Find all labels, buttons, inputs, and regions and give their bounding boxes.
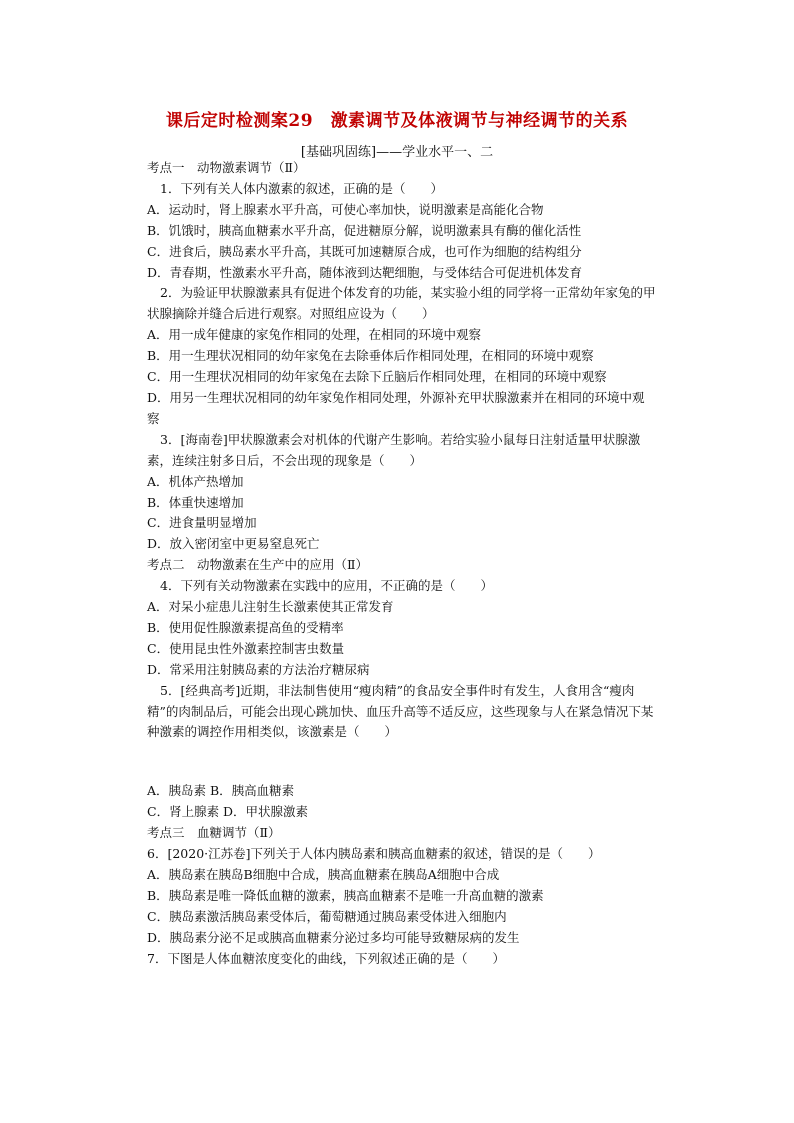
- question-7-stem: 7．下图是人体血糖浓度变化的曲线，下列叙述正确的是（ ）: [147, 950, 505, 966]
- question-2-option-a: A．用一成年健康的家兔作相同的处理，在相同的环境中观察: [147, 327, 482, 343]
- question-2-option-c: C．用一生理状况相同的幼年家兔在去除下丘脑后作相同处理，在相同的环境中观察: [147, 369, 607, 385]
- question-1-option-a: A．运动时，肾上腺素水平升高，可使心率加快，说明激素是高能化合物: [147, 201, 544, 217]
- question-3-option-b: B．体重快速增加: [147, 494, 244, 510]
- question-4-option-b: B．使用促性腺激素提高鱼的受精率: [147, 619, 344, 635]
- section-subtitle: [基础巩固练]——学业水平一、二: [300, 145, 494, 160]
- question-3-option-a: A．机体产热增加: [147, 473, 244, 489]
- question-4-stem: 4．下列有关动物激素在实践中的应用，不正确的是（ ）: [160, 578, 493, 594]
- question-6-option-a: A．胰岛素在胰岛B细胞中合成，胰高血糖素在胰岛A细胞中合成: [147, 867, 500, 882]
- topic-heading-3: 考点三 血糖调节（Ⅱ）: [147, 825, 281, 841]
- question-4-option-a: A．对呆小症患儿注射生长激素使其正常发育: [147, 599, 394, 615]
- question-1-option-d: D．青春期，性激素水平升高，随体液到达靶细胞，与受体结合可促进机体发育: [147, 264, 583, 280]
- page-title: 课后定时检测案29 激素调节及体液调节与神经调节的关系: [165, 111, 629, 131]
- question-6-option-d: D．胰岛素分泌不足或胰高血糖素分泌过多均可能导致糖尿病的发生: [147, 929, 520, 945]
- question-6-option-c: C．胰岛素激活胰岛素受体后，葡萄糖通过胰岛素受体进入细胞内: [147, 908, 507, 924]
- question-2-option-d: D．用另一生理状况相同的幼年家兔作相同处理，外源补充甲状腺激素并在相同的环境中观察: [147, 389, 645, 426]
- question-2-option-b: B．用一生理状况相同的幼年家兔在去除垂体后作相同处理，在相同的环境中观察: [147, 348, 594, 364]
- topic-heading-2: 考点二 动物激素在生产中的应用（Ⅱ）: [147, 557, 368, 573]
- question-4-option-c: C．使用昆虫性外激素控制害虫数量: [147, 640, 345, 656]
- question-1-stem: 1．下列有关人体内激素的叙述，正确的是（ ）: [160, 180, 443, 196]
- question-4-option-d: D．常采用注射胰岛素的方法治疗糖尿病: [147, 661, 370, 677]
- question-3-stem: 3．[海南卷]甲状腺激素会对机体的代谢产生影响。若给实验小鼠每日注射适量甲状腺激素，连续注射多日后，不会出现的现象是（ ）: [147, 431, 641, 468]
- question-3-option-d: D．放入密闭室中更易窒息死亡: [147, 536, 320, 552]
- question-6-option-b: B．胰岛素是唯一降低血糖的激素，胰高血糖素不是唯一升高血糖的激素: [147, 887, 544, 903]
- blank-spacer: [147, 743, 657, 781]
- question-1-option-c: C．进食后，胰岛素水平升高，其既可加速糖原合成，也可作为细胞的结构组分: [147, 243, 582, 259]
- question-3-option-c: C．进食量明显增加: [147, 515, 257, 531]
- topic-heading-1: 考点一 动物激素调节（Ⅱ）: [147, 160, 306, 175]
- question-5-options-ab: A．胰岛素 B．胰高血糖素: [147, 783, 295, 799]
- question-5-stem: 5．[经典高考]近期，非法制售使用“瘦肉精”的食品安全事件时有发生，人食用含“瘦肉精”的肉制品后，可能会出现心跳加快、血压升高等不适反应，这些现象与人在紧急情况下某种激素的调控作用相类似，该激素是（ ）: [147, 682, 654, 740]
- document-body: [147, 158, 657, 970]
- question-2-stem: 2．为验证甲状腺激素具有促进个体发育的功能，某实验小组的同学将一正常幼年家兔的甲状腺摘除并缝合后进行观察。对照组应设为（ ）: [147, 285, 656, 322]
- question-5-options-cd: C．肾上腺素 D．甲状腺激素: [147, 804, 309, 820]
- question-6-stem: 6．[2020·江苏卷]下列关于人体内胰岛素和胰高血糖素的叙述，错误的是（ ）: [147, 846, 601, 862]
- question-1-option-b: B．饥饿时，胰高血糖素水平升高，促进糖原分解，说明激素具有酶的催化活性: [147, 222, 582, 238]
